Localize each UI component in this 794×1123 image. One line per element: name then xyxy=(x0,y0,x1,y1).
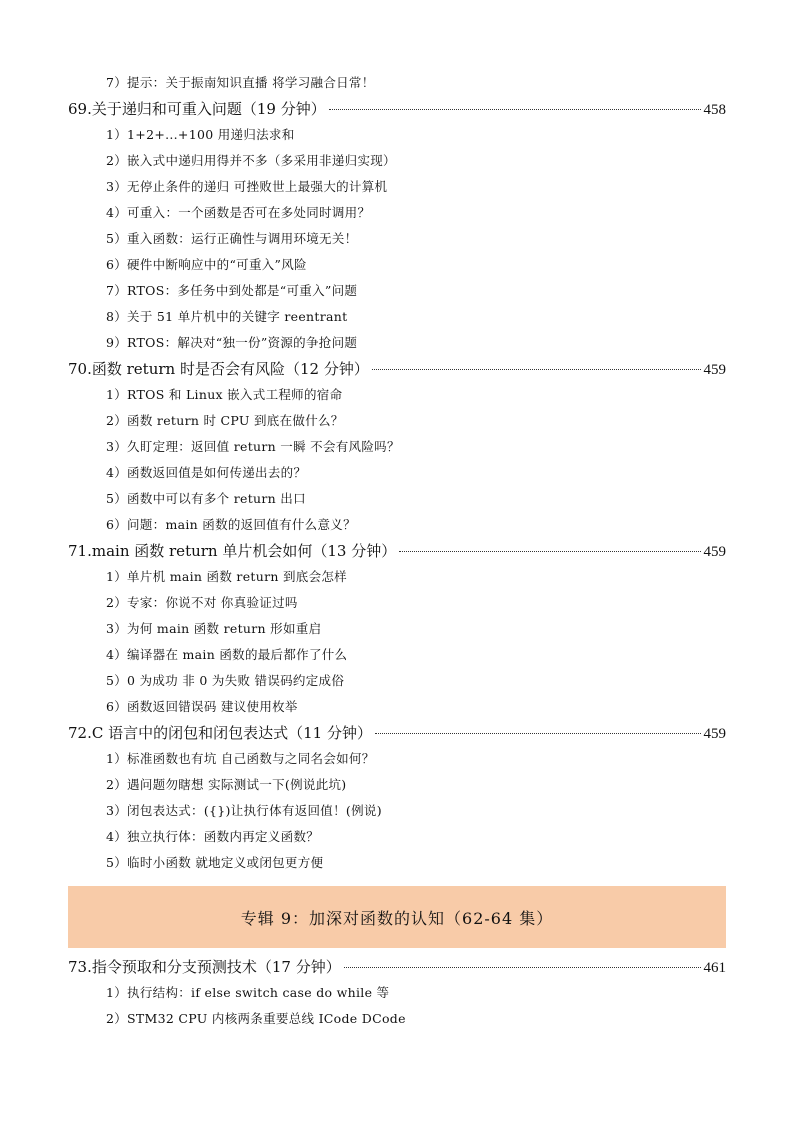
chapter-title: 70.函数 return 时是否会有风险（12 分钟） xyxy=(68,360,369,378)
toc-subitem: 7）RTOS：多任务中到处都是“可重入”问题 xyxy=(106,283,358,298)
toc-subitem: 4）可重入：一个函数是否可在多处同时调用？ xyxy=(106,205,371,220)
toc-subitem: 2）STM32 CPU 内核两条重要总线 ICode DCode xyxy=(106,1011,406,1026)
toc-subitem: 3）闭包表达式：({})让执行体有返回值！(例说) xyxy=(106,803,382,818)
chapter-title: 69.关于递归和可重入问题（19 分钟） xyxy=(68,100,326,118)
toc-subitem: 6）硬件中断响应中的“可重入”风险 xyxy=(106,257,307,272)
toc-subitem: 2）专家：你说不对 你真验证过吗 xyxy=(106,595,298,610)
toc-subitem: 6）问题：main 函数的返回值有什么意义？ xyxy=(106,517,356,532)
chapter-title: 73.指令预取和分支预测技术（17 分钟） xyxy=(68,958,341,976)
chapter-title: 72.C 语言中的闭包和闭包表达式（11 分钟） xyxy=(68,724,372,742)
toc-subitem: 4）编译器在 main 函数的最后都作了什么 xyxy=(106,647,348,662)
toc-chapter-entry[interactable] xyxy=(68,538,726,564)
chapter-page-number: 459 xyxy=(703,544,726,560)
toc-subitem: 3）无停止条件的递归 可挫败世上最强大的计算机 xyxy=(106,179,388,194)
toc-subitem: 1）标准函数也有坑 自己函数与之同名会如何？ xyxy=(106,751,375,766)
dot-leader xyxy=(344,967,701,968)
toc-subitem: 2）函数 return 时 CPU 到底在做什么？ xyxy=(106,413,344,428)
dot-leader xyxy=(399,551,700,552)
toc-subitem: 5）函数中可以有多个 return 出口 xyxy=(106,491,306,506)
chapter-title: 71.main 函数 return 单片机会如何（13 分钟） xyxy=(68,542,397,560)
dot-leader xyxy=(329,109,701,110)
chapter-page-number: 461 xyxy=(703,960,726,976)
toc-subitem: 1）RTOS 和 Linux 嵌入式工程师的宿命 xyxy=(106,387,343,402)
toc-subitem: 5）0 为成功 非 0 为失败 错误码约定成俗 xyxy=(106,673,345,688)
chapter-page-number: 459 xyxy=(703,362,726,378)
toc-subitem: 6）函数返回错误码 建议使用枚举 xyxy=(106,699,298,714)
toc-chapter-entry[interactable] xyxy=(68,96,726,122)
toc-chapter-entry[interactable] xyxy=(68,954,726,980)
toc-subitem: 8）关于 51 单片机中的关键字 reentrant xyxy=(106,309,348,324)
dot-leader xyxy=(372,369,701,370)
toc-subitem: 5）重入函数：运行正确性与调用环境无关！ xyxy=(106,231,358,246)
chapter-page-number: 459 xyxy=(703,726,726,742)
toc-subitem: 9）RTOS：解决对“独一份”资源的争抢问题 xyxy=(106,335,358,350)
toc-chapter-entry[interactable] xyxy=(68,356,726,382)
toc-subitem: 1）执行结构：if else switch case do while 等 xyxy=(106,985,390,1000)
toc-subitem: 2）嵌入式中递归用得并不多（多采用非递归实现） xyxy=(106,153,396,168)
toc-subitem: 5）临时小函数 就地定义或闭包更方便 xyxy=(106,855,324,870)
table-of-contents xyxy=(68,70,726,1032)
toc-subitem: 2）遇问题勿瞎想 实际测试一下(例说此坑) xyxy=(106,777,347,792)
toc-subitem: 7）提示：关于振南知识直播 将学习融合日常！ xyxy=(106,75,375,90)
toc-chapter-entry[interactable] xyxy=(68,720,726,746)
chapter-page-number: 458 xyxy=(703,102,726,118)
album-section-banner: 专辑 9：加深对函数的认知（62-64 集） xyxy=(68,886,726,948)
toc-subitem: 4）独立执行体：函数内再定义函数？ xyxy=(106,829,320,844)
toc-subitem: 3）久盯定理：返回值 return 一瞬 不会有风险吗？ xyxy=(106,439,400,454)
toc-subitem: 4）函数返回值是如何传递出去的？ xyxy=(106,465,307,480)
toc-subitem: 1）1+2+...+100 用递归法求和 xyxy=(106,127,295,142)
toc-subitem: 1）单片机 main 函数 return 到底会怎样 xyxy=(106,569,347,584)
dot-leader xyxy=(375,733,701,734)
toc-subitem: 3）为何 main 函数 return 形如重启 xyxy=(106,621,322,636)
